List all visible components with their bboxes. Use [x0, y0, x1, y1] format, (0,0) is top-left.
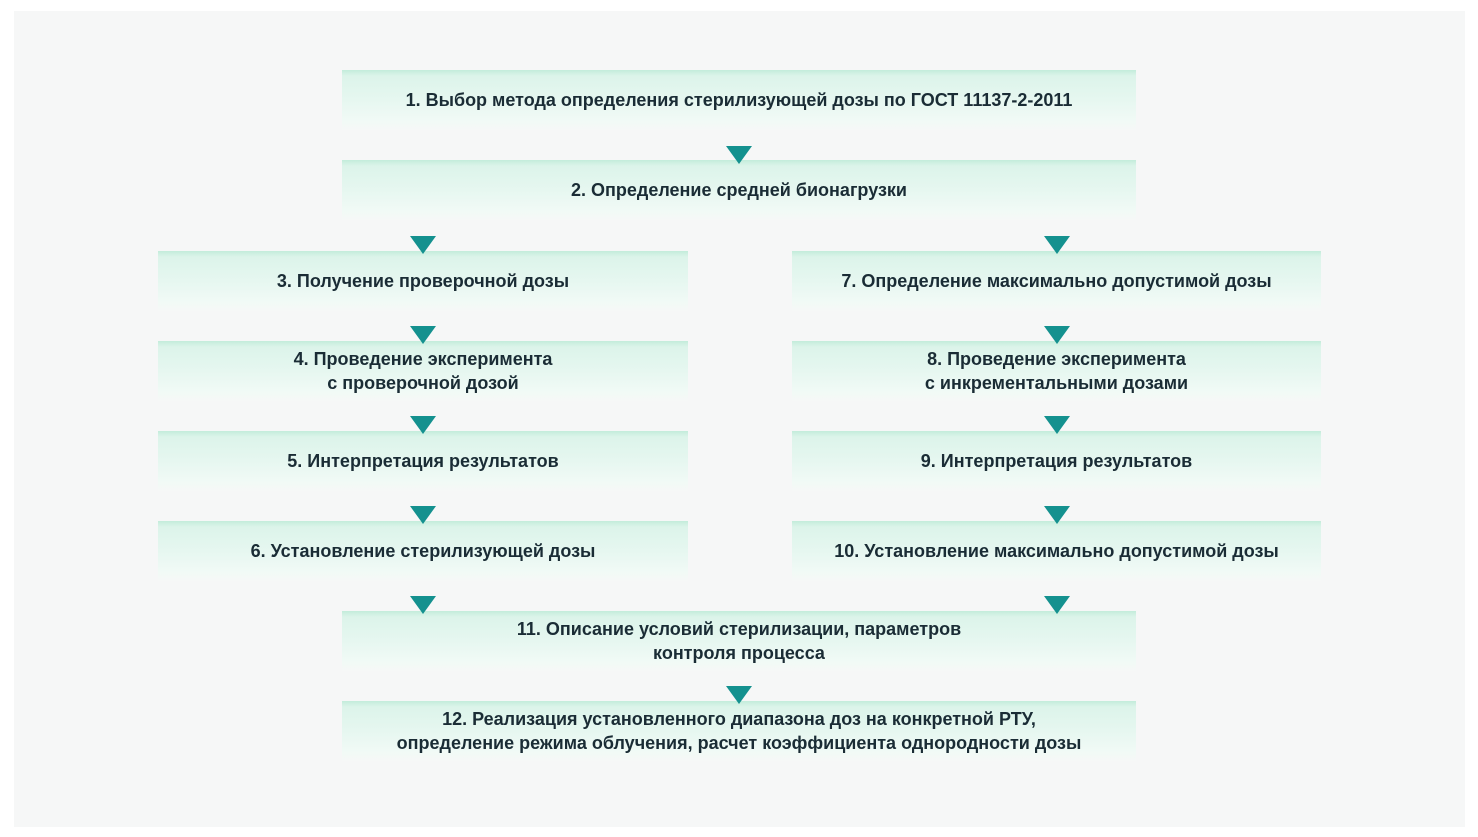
- arrow-down-icon: [1044, 236, 1070, 254]
- step-2-box: [342, 160, 1136, 220]
- step-4-box: [158, 341, 688, 401]
- arrow-down-icon: [726, 146, 752, 164]
- step-7-box: [792, 251, 1321, 311]
- step-1-label: 1. Выбор метода определения стерилизующей дозы по ГОСТ 11137-2-2011: [405, 90, 1073, 110]
- step-8-box: [792, 341, 1321, 401]
- arrow-down-icon: [410, 596, 436, 614]
- step-12-label: 12. Реализация установленного диапазона доз на конкретной РТУ, определение режима облучения, расчет коэффициента однородности дозы: [396, 709, 1082, 753]
- arrow-down-icon: [410, 236, 436, 254]
- step-10-label: 10. Установление максимально допустимой дозы: [834, 541, 1279, 561]
- step-8-label: 8. Проведение эксперимента с инкрементальными дозами: [924, 349, 1189, 393]
- step-11-box: [342, 611, 1136, 671]
- arrow-down-icon: [1044, 596, 1070, 614]
- arrow-down-icon: [1044, 326, 1070, 344]
- step-5-box: [158, 431, 688, 491]
- step-5-label: 5. Интерпретация результатов: [287, 451, 559, 471]
- step-9-label: 9. Интерпретация результатов: [920, 451, 1193, 471]
- arrow-down-icon: [410, 326, 436, 344]
- step-2-label: 2. Определение средней бионагрузки: [571, 180, 907, 200]
- arrow-down-icon: [1044, 506, 1070, 524]
- step-7-label: 7. Определение максимально допустимой дозы: [841, 271, 1272, 291]
- arrow-down-icon: [410, 506, 436, 524]
- step-12-box: [342, 701, 1136, 761]
- step-4-label: 4. Проведение эксперимента с проверочной дозой: [293, 349, 553, 393]
- step-1-box: [342, 70, 1136, 130]
- step-3-box: [158, 251, 688, 311]
- step-11-label: 11. Описание условий стерилизации, параметров контроля процесса: [516, 619, 962, 663]
- arrow-down-icon: [1044, 416, 1070, 434]
- step-3-label: 3. Получение проверочной дозы: [276, 271, 570, 291]
- step-6-label: 6. Установление стерилизующей дозы: [250, 541, 596, 561]
- step-10-box: [792, 521, 1321, 581]
- arrow-down-icon: [726, 686, 752, 704]
- step-6-box: [158, 521, 688, 581]
- step-9-box: [792, 431, 1321, 491]
- arrow-down-icon: [410, 416, 436, 434]
